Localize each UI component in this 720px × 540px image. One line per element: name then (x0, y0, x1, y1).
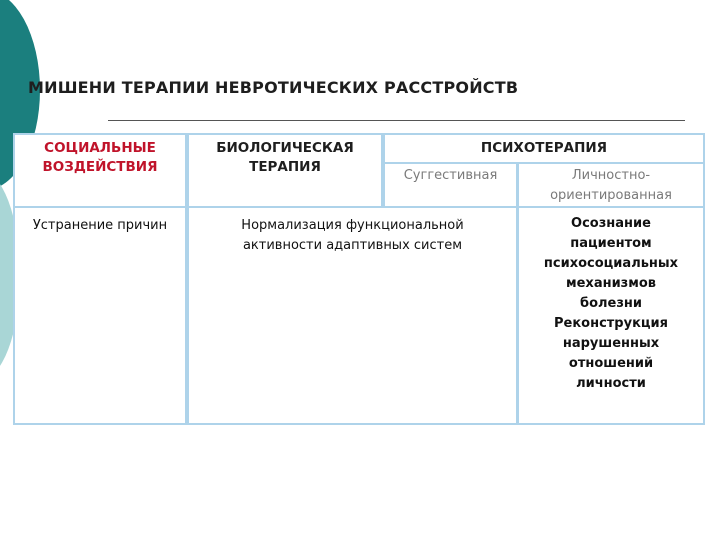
header-biological-therapy: БИОЛОГИЧЕСКАЯ ТЕРАПИЯ (189, 135, 381, 206)
therapy-table (13, 133, 705, 425)
cell-social-body: Устранение причин (15, 208, 185, 423)
cell-personal-body (519, 208, 703, 423)
subheader-suggestive: Суггестивная (385, 164, 516, 206)
subheader-personal-oriented: Личностно-ориентированная (519, 164, 703, 206)
header-social-impact: СОЦИАЛЬНЫЕ ВОЗДЕЙСТВИЯ (15, 135, 185, 206)
personal-target-reconstruction: Реконструкция нарушенных отношений личности (553, 316, 669, 391)
page-title: МИШЕНИ ТЕРАПИИ НЕВРОТИЧЕСКИХ РАССТРОЙСТВ (28, 78, 519, 97)
cell-biological-body: Нормализация функциональной активности адаптивных систем (189, 208, 516, 423)
personal-target-awareness: Осознание пациентом психосоциальных механизмов болезни (543, 216, 679, 311)
header-psychotherapy: ПСИХОТЕРАПИЯ (385, 135, 703, 162)
title-divider (108, 120, 685, 121)
